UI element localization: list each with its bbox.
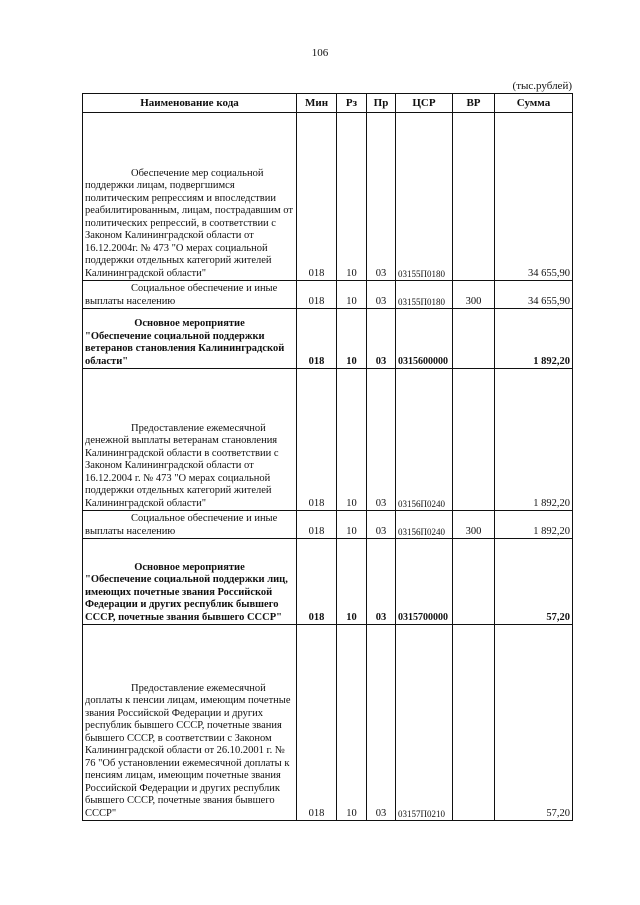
row-name: Социальное обеспечение и иные выплаты населению xyxy=(83,281,297,309)
row-pr: 03 xyxy=(367,281,396,309)
units-label: (тыс.рублей) xyxy=(512,80,572,92)
row-pr: 03 xyxy=(367,309,396,369)
header-csr: ЦСР xyxy=(396,94,453,113)
row-sum: 1 892,20 xyxy=(495,511,573,539)
row-vr xyxy=(453,309,495,369)
row-min: 018 xyxy=(297,281,337,309)
row-name: Обеспечение мер социальной поддержки лицам, подвергшимся политическим репрессиям и впоследствии реабилитированным, лицам, пострадавшим от политических репрессий, в соответствии с Законом Калининградской области от 16.12.2004г. № 473 "О мерах социальной поддержки отдельных категорий жителей Калининградской области" xyxy=(83,113,297,281)
header-sum: Сумма xyxy=(495,94,573,113)
row-min: 018 xyxy=(297,369,337,511)
row-vr: 300 xyxy=(453,511,495,539)
row-rz: 10 xyxy=(337,539,367,625)
table-row xyxy=(83,511,573,539)
header-rz: Рз xyxy=(337,94,367,113)
row-name: Основное мероприятие "Обеспечение социальной поддержки ветеранов становления Калининградской области" xyxy=(83,309,297,369)
row-csr: 0315600000 xyxy=(396,309,453,369)
row-sum: 34 655,90 xyxy=(495,281,573,309)
row-min: 018 xyxy=(297,625,337,821)
header-name: Наименование кода xyxy=(83,94,297,113)
header-min: Мин xyxy=(297,94,337,113)
row-rz: 10 xyxy=(337,511,367,539)
row-rz: 10 xyxy=(337,113,367,281)
row-csr: 03157П0210 xyxy=(396,625,453,821)
header-pr: Пр xyxy=(367,94,396,113)
row-name: Социальное обеспечение и иные выплаты населению xyxy=(83,511,297,539)
row-rz: 10 xyxy=(337,309,367,369)
row-csr: 03155П0180 xyxy=(396,281,453,309)
table-row xyxy=(83,539,573,625)
table-row xyxy=(83,369,573,511)
row-pr: 03 xyxy=(367,539,396,625)
row-vr xyxy=(453,113,495,281)
row-sum: 57,20 xyxy=(495,625,573,821)
row-sum: 57,20 xyxy=(495,539,573,625)
row-sum: 1 892,20 xyxy=(495,369,573,511)
budget-table xyxy=(82,93,573,821)
row-name: Предоставление ежемесячной доплаты к пенсии лицам, имеющим почетные звания Российской Федерации и других республик бывшего СССР, почетные звания бывшего СССР, в соответствии с Законом Калининградской области от 26.10.2001 г. № 76 "Об установлении ежемесячной доплаты к пенсиям лицам, имеющим почетные звания Российской Федерации и других республик бывшего СССР, почетные звания бывшего СССР" xyxy=(83,625,297,821)
row-min: 018 xyxy=(297,511,337,539)
row-csr: 03156П0240 xyxy=(396,511,453,539)
table-row xyxy=(83,113,573,281)
row-pr: 03 xyxy=(367,113,396,281)
row-rz: 10 xyxy=(337,281,367,309)
row-rz: 10 xyxy=(337,369,367,511)
row-csr: 0315700000 xyxy=(396,539,453,625)
row-vr: 300 xyxy=(453,281,495,309)
page-number: 106 xyxy=(311,47,329,59)
row-pr: 03 xyxy=(367,511,396,539)
row-rz: 10 xyxy=(337,625,367,821)
row-csr: 03156П0240 xyxy=(396,369,453,511)
table-row xyxy=(83,281,573,309)
row-min: 018 xyxy=(297,539,337,625)
row-pr: 03 xyxy=(367,369,396,511)
row-min: 018 xyxy=(297,113,337,281)
row-min: 018 xyxy=(297,309,337,369)
table-row xyxy=(83,625,573,821)
row-sum: 1 892,20 xyxy=(495,309,573,369)
table-header-row xyxy=(83,94,573,113)
row-vr xyxy=(453,539,495,625)
row-csr: 03155П0180 xyxy=(396,113,453,281)
row-sum: 34 655,90 xyxy=(495,113,573,281)
table-row xyxy=(83,309,573,369)
row-vr xyxy=(453,625,495,821)
row-vr xyxy=(453,369,495,511)
row-name: Основное мероприятие "Обеспечение социальной поддержки лиц, имеющих почетные звания Российской Федерации и других республик бывшего СССР, почетные звания бывшего СССР" xyxy=(83,539,297,625)
row-name: Предоставление ежемесячной денежной выплаты ветеранам становления Калининградской области в соответствии с Законом Калининградской области от 16.12.2004 г. № 473 "О мерах социальной поддержки отдельных категорий жителей Калининградской области" xyxy=(83,369,297,511)
header-vr: ВР xyxy=(453,94,495,113)
row-pr: 03 xyxy=(367,625,396,821)
